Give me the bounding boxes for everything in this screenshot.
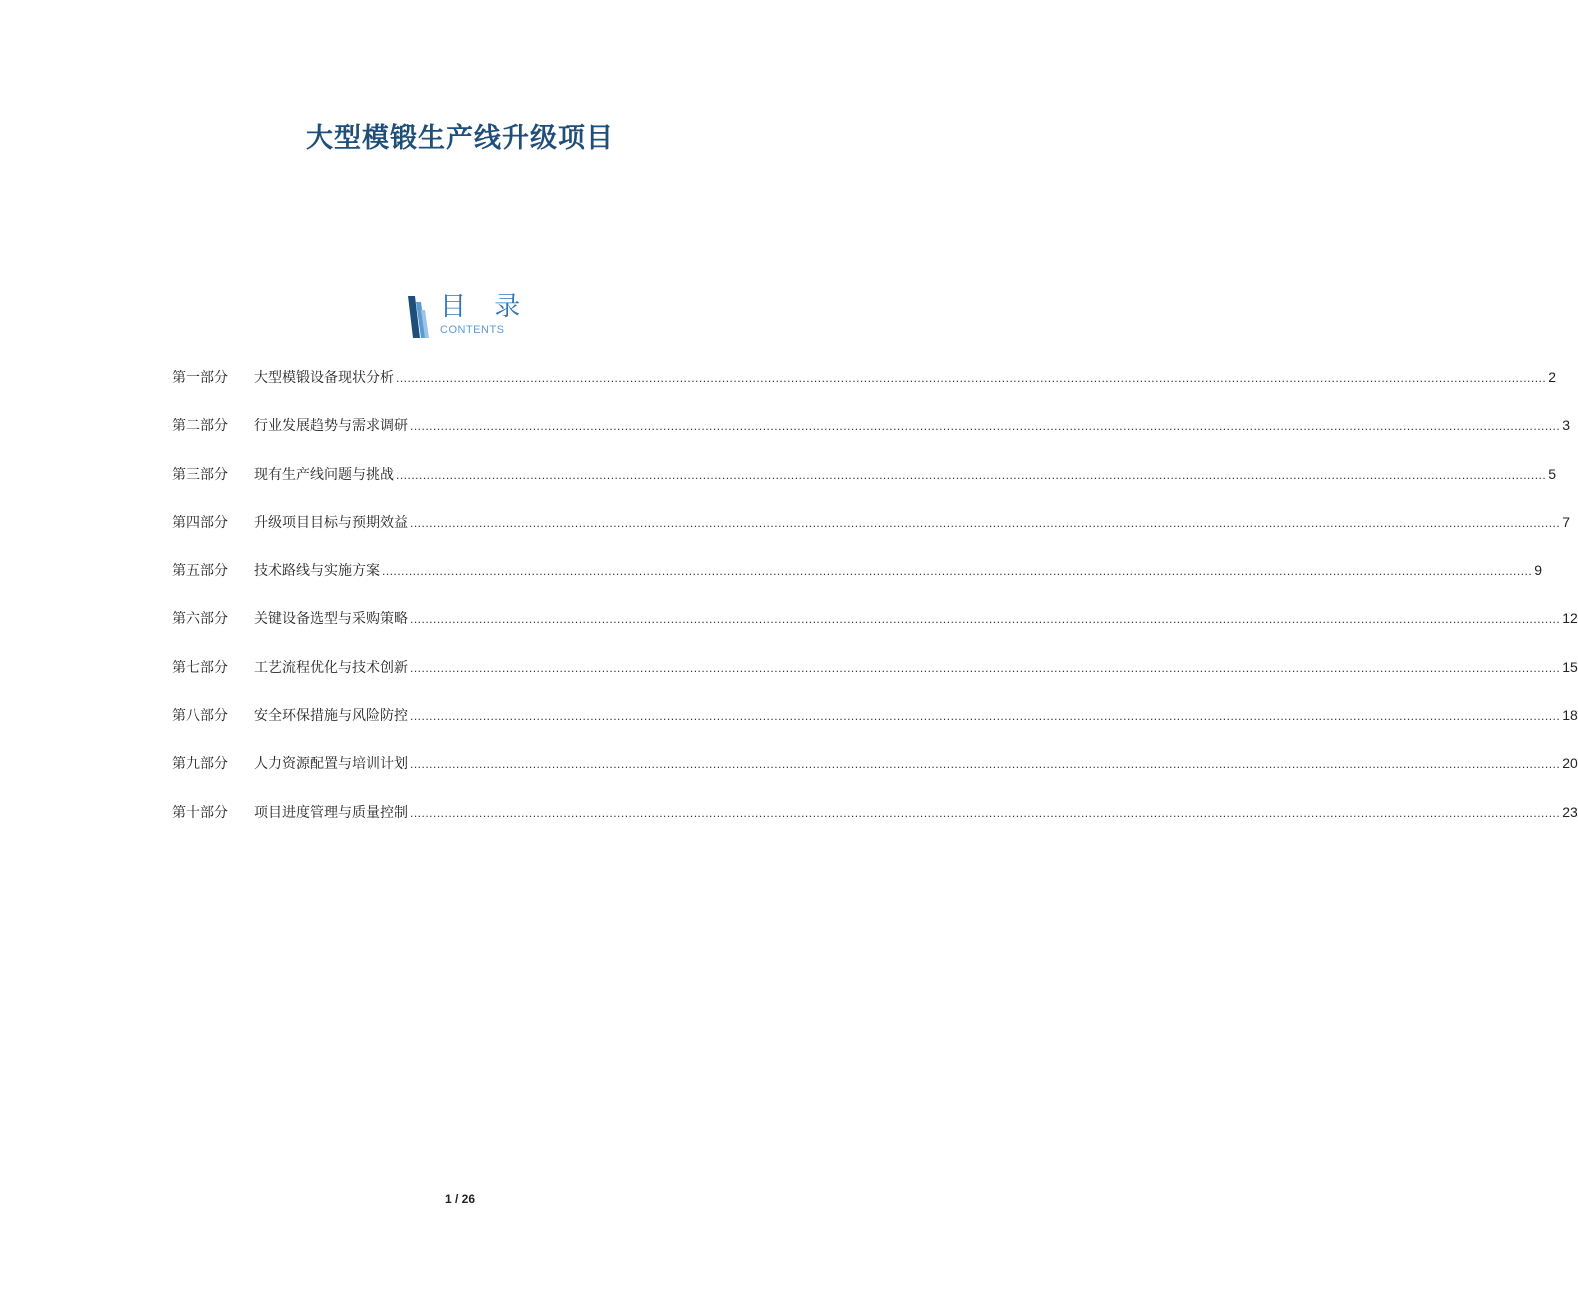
toc-entry-title: 行业发展趋势与需求调研 bbox=[254, 418, 408, 435]
toc-entry-page: 3 bbox=[1562, 417, 1570, 434]
toc-entry-page: 2 bbox=[1548, 369, 1556, 385]
toc-entry-part: 第十部分 bbox=[172, 804, 228, 821]
toc-entry[interactable] bbox=[172, 366, 1556, 414]
toc-entry-page: 12 bbox=[1562, 610, 1578, 627]
toc-entry-part: 第九部分 bbox=[172, 756, 228, 773]
toc-entry-page: 7 bbox=[1562, 513, 1570, 530]
toc-entry-title: 升级项目目标与预期效益 bbox=[254, 514, 408, 531]
toc-entry-title: 大型模锻设备现状分析 bbox=[254, 370, 394, 386]
toc-entry-title: 安全环保措施与风险防控 bbox=[254, 708, 408, 725]
toc-entry-part: 第六部分 bbox=[172, 611, 228, 628]
toc-leader-dots: ............................................................................................................................................................................................................................................................................................................ bbox=[410, 709, 1561, 724]
toc-entry[interactable] bbox=[172, 704, 1578, 752]
toc-stripe-logo-icon bbox=[406, 296, 430, 338]
toc-entry-page: 23 bbox=[1562, 803, 1578, 820]
toc-entry-part: 第二部分 bbox=[172, 418, 228, 435]
document-title: 大型模锻生产线升级项目 bbox=[306, 123, 614, 154]
toc-entry-page: 18 bbox=[1562, 707, 1578, 724]
toc-entry-part: 第八部分 bbox=[172, 708, 228, 725]
toc-entry-page: 20 bbox=[1562, 755, 1578, 772]
page-number: 1 / 26 bbox=[444, 1192, 476, 1206]
toc-entry-title: 工艺流程优化与技术创新 bbox=[254, 659, 408, 676]
toc-entry-title: 人力资源配置与培训计划 bbox=[254, 756, 408, 773]
toc-list bbox=[172, 366, 1578, 849]
toc-entry-part: 第一部分 bbox=[172, 370, 228, 386]
toc-entry-part: 第四部分 bbox=[172, 514, 228, 531]
toc-leader-dots: ............................................................................................................................................................................................................................................................................................................ bbox=[410, 757, 1561, 772]
toc-heading: 目 录 bbox=[440, 292, 531, 322]
toc-entry[interactable] bbox=[172, 801, 1578, 849]
toc-entry-page: 9 bbox=[1534, 562, 1542, 579]
toc-entry[interactable] bbox=[172, 511, 1570, 559]
toc-entry-title: 技术路线与实施方案 bbox=[254, 563, 380, 580]
toc-entry-title: 现有生产线问题与挑战 bbox=[254, 466, 394, 483]
toc-leader-dots: ............................................................................................................................................................................................................................................................................................................ bbox=[396, 467, 1547, 482]
toc-entry[interactable] bbox=[172, 607, 1578, 655]
toc-entry-part: 第五部分 bbox=[172, 563, 228, 580]
toc-entry-part: 第七部分 bbox=[172, 659, 228, 676]
toc-leader-dots: ............................................................................................................................................................................................................................................................................................................ bbox=[410, 660, 1561, 675]
toc-leader-dots: ............................................................................................................................................................................................................................................................................................................ bbox=[410, 805, 1561, 820]
toc-subheading: CONTENTS bbox=[440, 324, 505, 336]
toc-entry-part: 第三部分 bbox=[172, 466, 228, 483]
toc-entry[interactable] bbox=[172, 463, 1556, 511]
toc-entry-page: 15 bbox=[1562, 658, 1578, 675]
toc-entry[interactable] bbox=[172, 414, 1570, 462]
toc-entry[interactable] bbox=[172, 559, 1542, 607]
toc-leader-dots: ............................................................................................................................................................................................................................................................................................................ bbox=[410, 419, 1561, 434]
toc-leader-dots: ............................................................................................................................................................................................................................................................................................................ bbox=[410, 612, 1561, 627]
toc-header bbox=[406, 290, 546, 340]
toc-entry-page: 5 bbox=[1548, 465, 1556, 482]
toc-leader-dots: ............................................................................................................................................................................................................................................................................................................ bbox=[396, 371, 1547, 385]
toc-leader-dots: ............................................................................................................................................................................................................................................................................................................ bbox=[382, 564, 1533, 579]
toc-entry[interactable] bbox=[172, 752, 1578, 800]
toc-entry-title: 项目进度管理与质量控制 bbox=[254, 804, 408, 821]
toc-entry[interactable] bbox=[172, 656, 1578, 704]
toc-leader-dots: ............................................................................................................................................................................................................................................................................................................ bbox=[410, 515, 1561, 530]
toc-entry-title: 关键设备选型与采购策略 bbox=[254, 611, 408, 628]
